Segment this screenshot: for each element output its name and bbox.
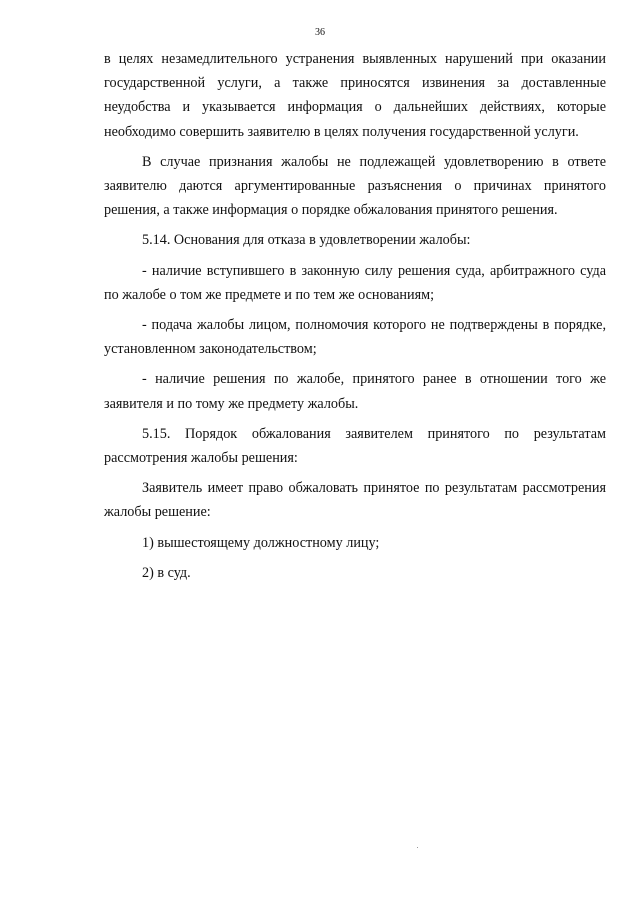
- page-number: 36: [315, 27, 325, 38]
- list-item-unauthorized-person: - подача жалобы лицом, полномочия которого не подтверждены в порядке, установленном законодательством;: [104, 317, 606, 358]
- list-item-higher-official: 1) вышестоящему должностному лицу;: [142, 534, 380, 551]
- list-item-court-decision: - наличие вступившего в законную силу решения суда, арбитражного суда по жалобе о том же предмете и по тем же основаниям;: [104, 262, 606, 303]
- list-item-previous-decision: - наличие решения по жалобе, принятого ранее в отношении того же заявителя и по тому же предмету жалобы.: [104, 371, 606, 412]
- scan-speck: [417, 847, 418, 848]
- section-5-14-heading: 5.14. Основания для отказа в удовлетворении жалобы:: [142, 232, 471, 249]
- list-item-court: 2) в суд.: [142, 564, 191, 581]
- section-5-15-heading: 5.15. Порядок обжалования заявителем принятого по результатам рассмотрения жалобы решения:: [104, 425, 606, 467]
- document-body: [104, 47, 606, 591]
- paragraph-applicant-right: Заявитель имеет право обжаловать принятое по результатам рассмотрения жалобы решение:: [104, 480, 606, 521]
- paragraph-continuation: в целях незамедлительного устранения выявленных нарушений при оказании государственной услуги, а также приносятся извинения за доставленные неудобства и указывается информация о дальнейших действиях, которые необходимо совершить заявителю в целях получения государственной услуги.: [104, 51, 606, 140]
- paragraph-rejection-response: В случае признания жалобы не подлежащей удовлетворению в ответе заявителю даются аргументированные разъяснения о причинах принятого решения, а также информация о порядке обжалования принятого решения.: [104, 153, 606, 219]
